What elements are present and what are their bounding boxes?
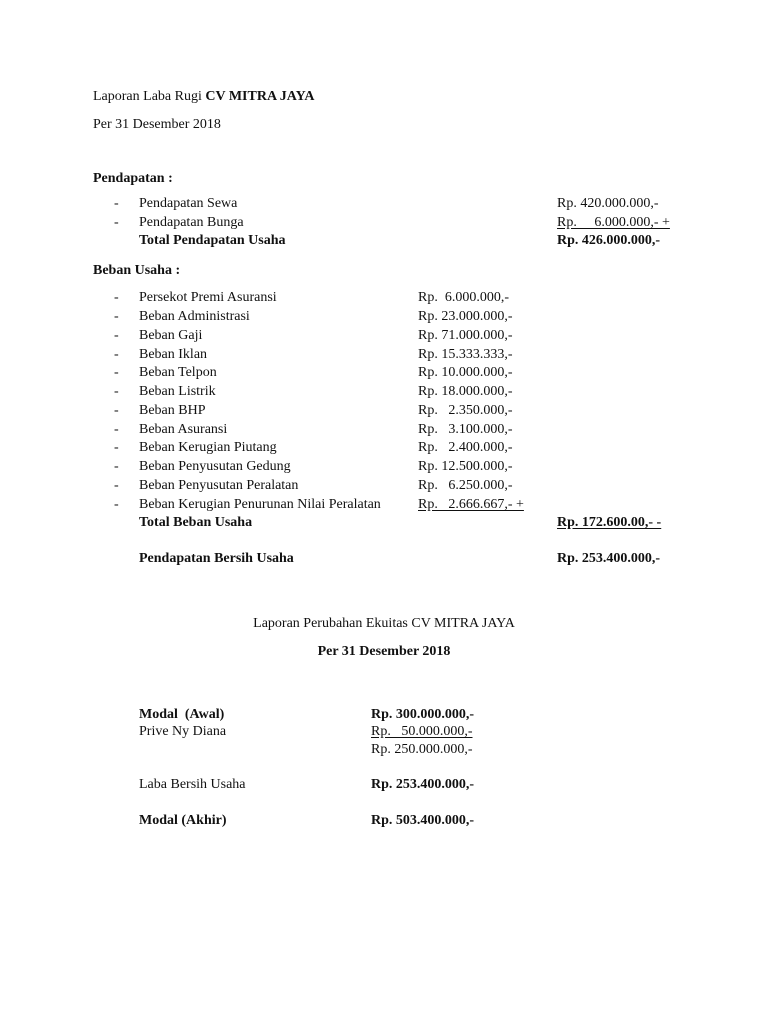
income-statement-date: Per 31 Desember 2018 [93, 117, 221, 132]
revenue-total-label: Total Pendapatan Usaha [139, 233, 286, 248]
expense-heading: Beban Usaha : [93, 263, 181, 278]
expense-item-amount: Rp. 3.100.000,- [418, 422, 513, 437]
expense-item-label: Beban Telpon [139, 365, 217, 380]
expense-item-label: Beban Gaji [139, 328, 203, 343]
expense-item-amount: Rp. 23.000.000,- [418, 309, 513, 324]
list-bullet: - [114, 309, 119, 324]
expense-item-label: Beban Listrik [139, 384, 216, 399]
net-income-equity-label: Laba Bersih Usaha [139, 777, 246, 792]
revenue-total-amount: Rp. 426.000.000,- [557, 233, 661, 248]
expense-item-label: Beban Asuransi [139, 422, 228, 437]
list-bullet: - [114, 403, 119, 418]
expense-total-label: Total Beban Usaha [139, 515, 253, 530]
expense-item-amount: Rp. 18.000.000,- [418, 384, 513, 399]
net-income-label: Pendapatan Bersih Usaha [139, 551, 294, 566]
expense-item-amount: Rp. 15.333.333,- [418, 347, 513, 362]
expense-item-label: Beban Penyusutan Gedung [139, 459, 291, 474]
expense-item-amount: Rp. 71.000.000,- [418, 328, 513, 343]
opening-capital-label: Modal (Awal) [139, 707, 225, 722]
revenue-item-label: Pendapatan Bunga [139, 215, 244, 230]
expense-item-label: Beban Kerugian Penurunan Nilai Peralatan [139, 497, 381, 512]
expense-item-amount: Rp. 2.666.667,- + [418, 497, 524, 512]
revenue-item-label: Pendapatan Sewa [139, 196, 238, 211]
expense-item-amount: Rp. 12.500.000,- [418, 459, 513, 474]
list-bullet: - [114, 290, 119, 305]
expense-item-label: Beban Administrasi [139, 309, 250, 324]
list-bullet: - [114, 422, 119, 437]
revenue-item-amount: Rp. 6.000.000,- + [557, 215, 670, 230]
list-bullet: - [114, 215, 119, 230]
equity-statement-title: Laporan Perubahan Ekuitas CV MITRA JAYA [253, 616, 515, 631]
company-name: CV MITRA JAYA [205, 89, 315, 104]
expense-item-amount: Rp. 6.000.000,- [418, 290, 509, 305]
drawings-label: Prive Ny Diana [139, 724, 227, 739]
revenue-heading: Pendapatan : [93, 171, 173, 186]
net-income-amount: Rp. 253.400.000,- [557, 551, 661, 566]
income-statement-title [93, 88, 315, 105]
opening-capital-amount: Rp. 300.000.000,- [371, 707, 475, 722]
expense-item-amount: Rp. 6.250.000,- [418, 478, 513, 493]
expense-item-amount: Rp. 2.350.000,- [418, 403, 513, 418]
revenue-item-amount: Rp. 420.000.000,- [557, 196, 659, 211]
drawings-amount: Rp. 50.000.000,- [371, 724, 473, 739]
expense-item-amount: Rp. 10.000.000,- [418, 365, 513, 380]
list-bullet: - [114, 347, 119, 362]
expense-item-label: Beban Penyusutan Peralatan [139, 478, 299, 493]
equity-statement-date: Per 31 Desember 2018 [317, 644, 451, 659]
title-prefix: Laporan Laba Rugi [93, 89, 206, 104]
equity-subtotal-amount: Rp. 250.000.000,- [371, 742, 473, 757]
list-bullet: - [114, 440, 119, 455]
list-bullet: - [114, 384, 119, 399]
closing-capital-label: Modal (Akhir) [139, 813, 227, 828]
list-bullet: - [114, 497, 119, 512]
list-bullet: - [114, 196, 119, 211]
expense-item-amount: Rp. 2.400.000,- [418, 440, 513, 455]
expense-item-label: Beban Kerugian Piutang [139, 440, 277, 455]
closing-capital-amount: Rp. 503.400.000,- [371, 813, 475, 828]
expense-item-label: Beban BHP [139, 403, 206, 418]
list-bullet: - [114, 478, 119, 493]
expense-item-label: Persekot Premi Asuransi [139, 290, 277, 305]
expense-total-amount: Rp. 172.600.00,- - [557, 515, 662, 530]
list-bullet: - [114, 328, 119, 343]
net-income-equity-amount: Rp. 253.400.000,- [371, 777, 475, 792]
list-bullet: - [114, 365, 119, 380]
list-bullet: - [114, 459, 119, 474]
expense-item-label: Beban Iklan [139, 347, 208, 362]
